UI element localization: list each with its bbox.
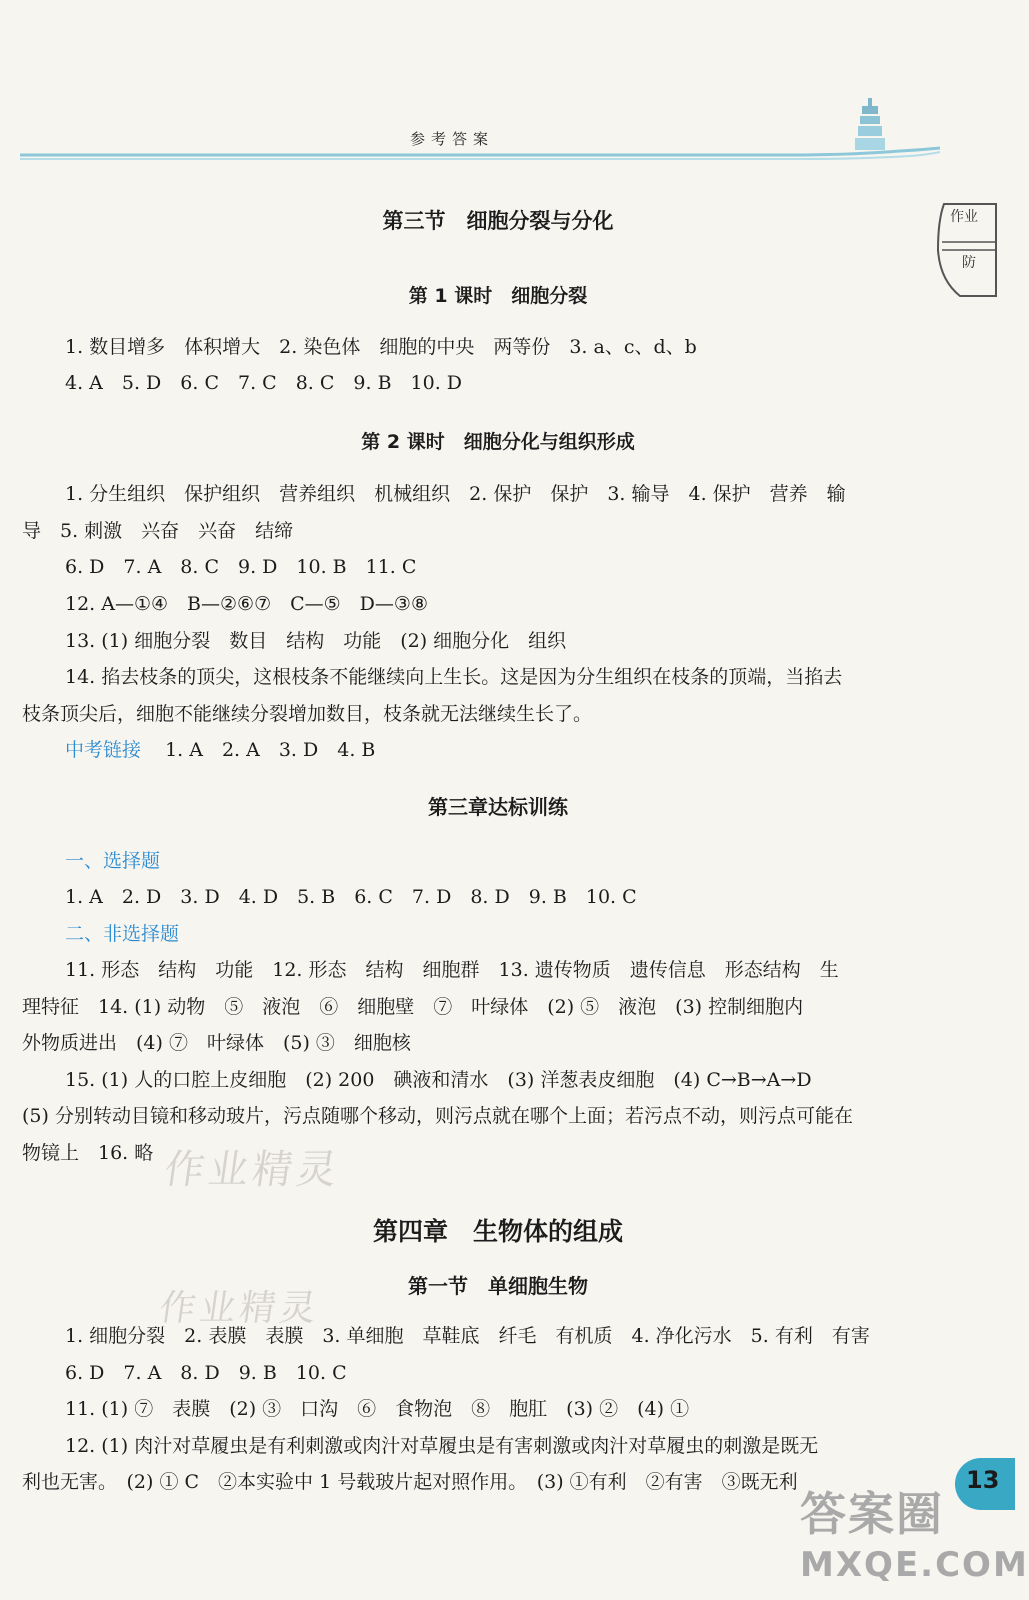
watermark: 作业精灵 [161,1147,344,1193]
answer-line: 导 5. 刺激 兴奋 兴奋 结缔 [22,520,294,542]
answer-line: 12. A—①④ B—②⑥⑦ C—⑤ D—③⑧ [65,593,428,615]
answer-line: 枝条顶尖后，细胞不能继续分裂增加数目，枝条就无法继续生长了。 [22,703,593,725]
section-title: 第三节 细胞分裂与分化 [382,209,614,233]
page-number: 13 [966,1466,1000,1494]
answer-line: 1. 细胞分裂 2. 表膜 表膜 3. 单细胞 草鞋底 纤毛 有机质 4. 净化污水 5. 有利 有害 [65,1325,870,1347]
exam-link-line [65,737,375,763]
header-title: 参考答案 [410,130,495,148]
watermark: 作业精灵 [156,1288,323,1329]
answer-line: 6. D 7. A 8. D 9. B 10. C [65,1362,347,1384]
chapter-title: 第四章 生物体的组成 [372,1217,623,1246]
answer-line: 1. 数目增多 体积增大 2. 染色体 细胞的中央 两等份 3. a、c、d、b [65,336,697,358]
stamp-top-text: 作业 [950,209,978,225]
section-title: 第一节 单细胞生物 [408,1274,588,1298]
corner-logo-url: MXQE.COM [800,1545,1029,1585]
corner-logo: 答案圈 [800,1487,944,1541]
answer-line: 12. (1) 肉汁对草履虫是有利刺激或肉汁对草履虫是有害刺激或肉汁对草履虫的刺激是既无 [65,1435,819,1457]
answer-line: 4. A 5. D 6. C 7. C 8. C 9. B 10. D [65,372,463,394]
answer-line: 11. 形态 结构 功能 12. 形态 结构 细胞群 13. 遗传物质 遗传信息 形态结构 生 [65,959,839,981]
answer-line: 1. 分生组织 保护组织 营养组织 机械组织 2. 保护 保护 3. 输导 4. 保护 营养 输 [65,483,846,505]
answer-line: 11. (1) ⑦ 表膜 (2) ③ 口沟 ⑥ 食物泡 ⑧ 胞肛 (3) ② (4) ① [65,1398,690,1420]
stamp-bottom-text: 防 [962,255,976,271]
page-header [0,0,996,175]
part-label: 二、非选择题 [65,923,180,945]
answer-line: 理特征 14. (1) 动物 ⑤ 液泡 ⑥ 细胞壁 ⑦ 叶绿体 (2) ⑤ 液泡 (3) 控制细胞内 [22,996,804,1018]
exam-link-label: 中考链接 [65,739,142,761]
lesson-title: 第 2 课时 细胞分化与组织形成 [361,431,635,453]
review-title: 第三章达标训练 [428,795,568,819]
part-label: 一、选择题 [65,850,161,872]
answer-line: 外物质进出 (4) ⑦ 叶绿体 (5) ③ 细胞核 [22,1032,411,1054]
answer-line: 15. (1) 人的口腔上皮细胞 (2) 200 碘液和清水 (3) 洋葱表皮细胞 (4) C→B→A→D [65,1069,812,1091]
answer-line: 利也无害。 (2) ① C ②本实验中 1 号载玻片起对照作用。 (3) ①有利 ②有害 ③既无利 [22,1471,798,1493]
exam-link-answers: 1. A 2. A 3. D 4. B [165,739,376,761]
answer-line: (5) 分别转动目镜和移动玻片，污点随哪个移动，则污点就在哪个上面；若污点不动，则污点可能在 [22,1105,853,1127]
header-wave-line-icon [20,148,940,162]
answer-line: 1. A 2. D 3. D 4. D 5. B 6. C 7. D 8. D 9. B 10. C [65,886,637,908]
answer-line: 6. D 7. A 8. C 9. D 10. B 11. C [65,556,417,578]
pagoda-icon [850,96,890,156]
answer-line: 14. 掐去枝条的顶尖，这根枝条不能继续向上生长。这是因为分生组织在枝条的顶端，当掐去 [65,666,843,688]
answer-line: 13. (1) 细胞分裂 数目 结构 功能 (2) 细胞分化 组织 [65,630,567,652]
lesson-title: 第 1 课时 细胞分裂 [408,285,588,307]
answer-line: 物镜上 16. 略 [22,1142,154,1164]
